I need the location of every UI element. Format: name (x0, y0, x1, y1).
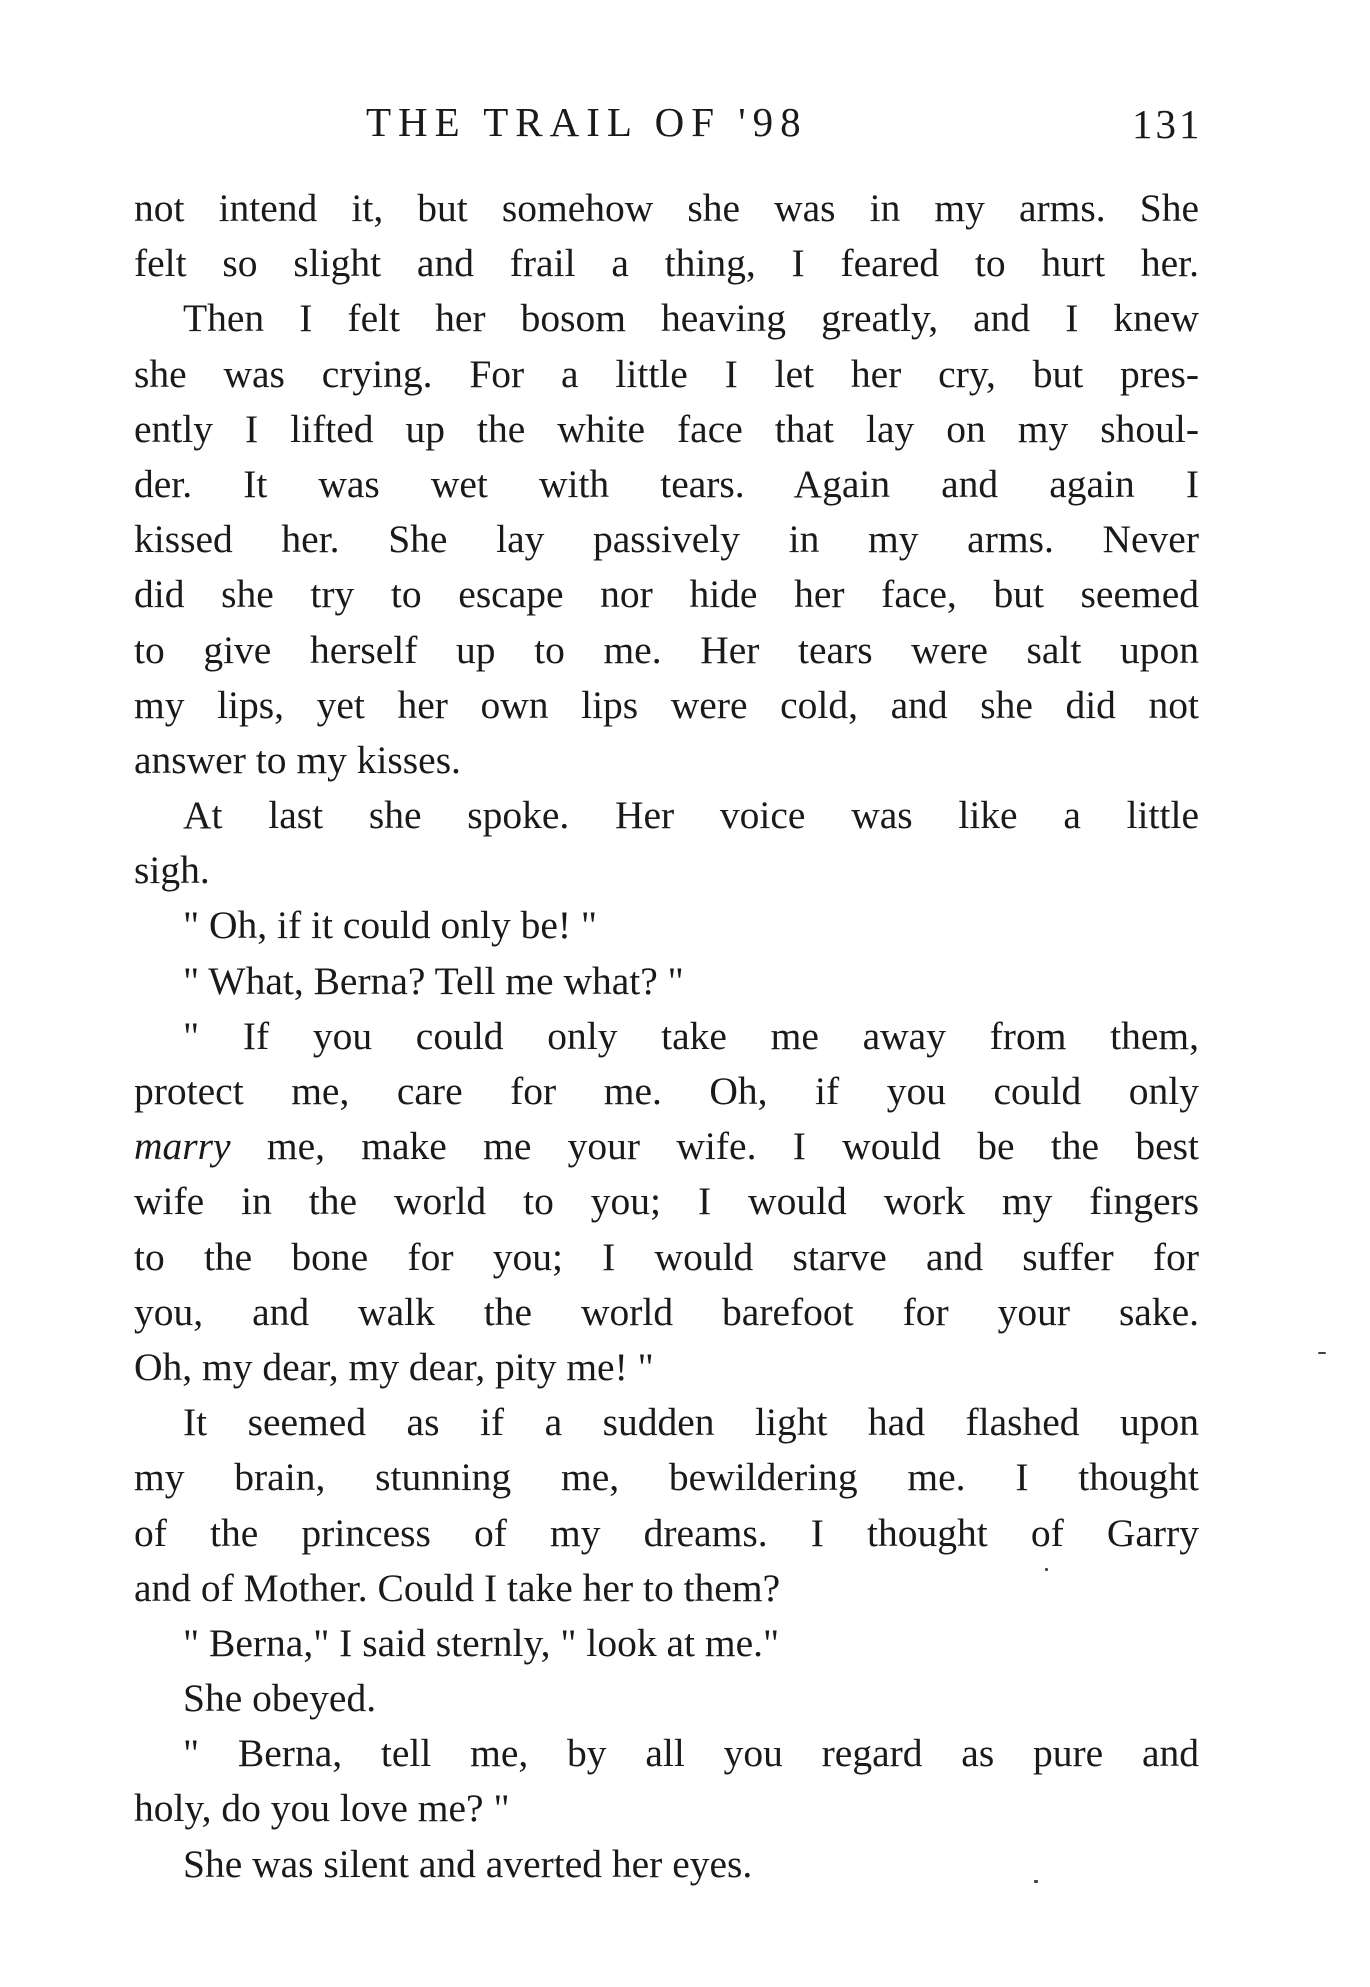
text-line: to give herself up to me. Her tears were salt upon (134, 627, 1199, 672)
text-line: and of Mother. Could I take her to them? (134, 1565, 781, 1610)
page-speck (1318, 1352, 1326, 1354)
text-line: der. It was wet with tears. Again and again I (134, 461, 1199, 506)
text-line: Oh, my dear, my dear, pity me! " (134, 1344, 654, 1389)
text-line: At last she spoke. Her voice was like a little (183, 793, 1199, 838)
text-line: wife in the world to you; I would work my fingers (134, 1179, 1199, 1224)
text-line: She was silent and averted her eyes. (183, 1841, 753, 1886)
text-line: " Berna, tell me, by all you regard as pure and (183, 1731, 1199, 1776)
running-head (0, 92, 1370, 152)
text-line: " Berna," I said sternly, " look at me." (183, 1620, 780, 1665)
text-line: sigh. (134, 848, 210, 893)
text-line: not intend it, but somehow she was in my arms. She (134, 186, 1199, 230)
text-line: to the bone for you; I would starve and suffer for (134, 1234, 1199, 1279)
text-line: kissed her. She lay passively in my arms. Never (134, 517, 1199, 562)
text-line: It seemed as if a sudden light had flashed upon (183, 1400, 1199, 1445)
line-text: me, make me your wife. I would be the best (230, 1124, 1199, 1169)
italic-word: marry (134, 1124, 231, 1169)
page-number: 131 (1132, 101, 1203, 147)
body-text (134, 181, 1199, 1892)
text-line: of the princess of my dreams. I thought of Garry (134, 1510, 1199, 1555)
page-speck (1034, 1880, 1038, 1883)
text-line: protect me, care for me. Oh, if you could only (134, 1069, 1199, 1113)
text-line: holy, do you love me? " (134, 1786, 510, 1831)
text-line: did she try to escape nor hide her face, but seemed (134, 572, 1199, 617)
text-line: she was crying. For a little I let her cry, but pres- (134, 351, 1199, 396)
text-line (134, 1119, 1199, 1174)
text-line: ently I lifted up the white face that lay on my shoul- (134, 406, 1199, 451)
text-line: Then I felt her bosom heaving greatly, and I knew (183, 296, 1199, 341)
text-line: She obeyed. (183, 1676, 377, 1721)
running-title: THE TRAIL OF '98 (366, 99, 808, 145)
text-line: you, and walk the world barefoot for your sake. (134, 1289, 1199, 1334)
text-line: my brain, stunning me, bewildering me. I thought (134, 1455, 1199, 1500)
text-line: " What, Berna? Tell me what? " (183, 958, 684, 1003)
text-line: " Oh, if it could only be! " (183, 903, 598, 948)
text-line: " If you could only take me away from them, (183, 1013, 1199, 1058)
text-line: answer to my kisses. (134, 737, 461, 782)
text-line: felt so slight and frail a thing, I feared to hurt her. (134, 241, 1199, 286)
text-line: my lips, yet her own lips were cold, and she did not (134, 682, 1199, 727)
page-speck (1045, 1568, 1048, 1571)
